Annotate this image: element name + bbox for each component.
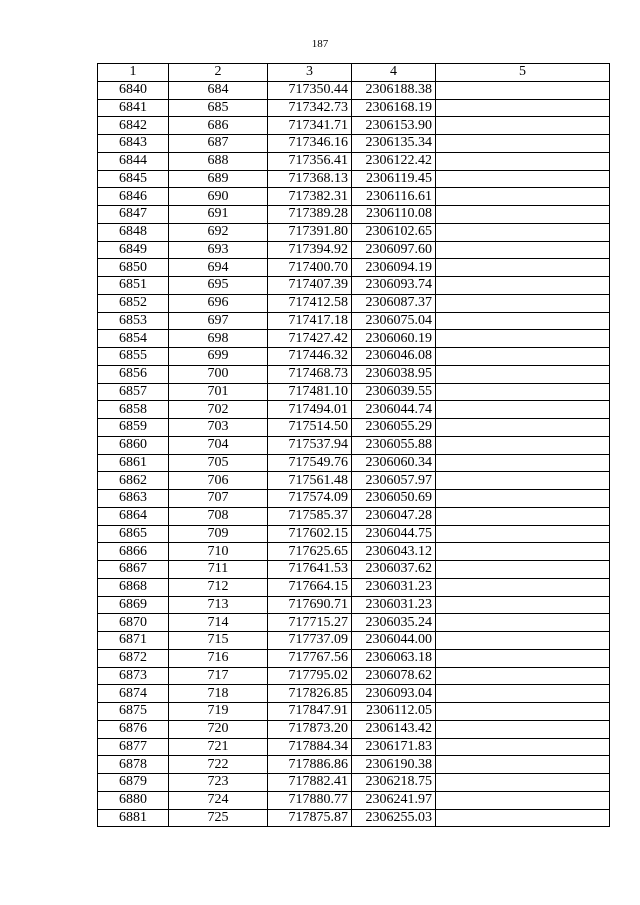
vertex-number-cell: 725 [169,809,268,827]
note-cell [436,117,610,135]
table-row [98,152,610,170]
table-row [98,667,610,685]
table-body [98,81,610,827]
y-coordinate-cell: 2306116.61 [352,188,436,206]
x-coordinate-cell: 717394.92 [268,241,352,259]
point-number-cell: 6870 [98,614,169,632]
x-coordinate-cell: 717715.27 [268,614,352,632]
x-coordinate-cell: 717537.94 [268,436,352,454]
table-row [98,596,610,614]
y-coordinate-cell: 2306039.55 [352,383,436,401]
note-cell [436,383,610,401]
table-row [98,454,610,472]
note-cell [436,507,610,525]
table-row [98,312,610,330]
point-number-cell: 6863 [98,490,169,508]
point-number-cell: 6881 [98,809,169,827]
point-number-cell: 6869 [98,596,169,614]
y-coordinate-cell: 2306143.42 [352,720,436,738]
note-cell [436,135,610,153]
y-coordinate-cell: 2306031.23 [352,578,436,596]
point-number-cell: 6877 [98,738,169,756]
note-cell [436,738,610,756]
point-number-cell: 6880 [98,791,169,809]
x-coordinate-cell: 717412.58 [268,294,352,312]
vertex-number-cell: 700 [169,365,268,383]
table-row [98,330,610,348]
point-number-cell: 6847 [98,206,169,224]
y-coordinate-cell: 2306075.04 [352,312,436,330]
table-row [98,223,610,241]
point-number-cell: 6851 [98,277,169,295]
column-header-5: 5 [436,64,610,82]
vertex-number-cell: 701 [169,383,268,401]
table-row [98,720,610,738]
x-coordinate-cell: 717356.41 [268,152,352,170]
x-coordinate-cell: 717427.42 [268,330,352,348]
y-coordinate-cell: 2306119.45 [352,170,436,188]
y-coordinate-cell: 2306087.37 [352,294,436,312]
x-coordinate-cell: 717400.70 [268,259,352,277]
table-row [98,614,610,632]
vertex-number-cell: 723 [169,774,268,792]
y-coordinate-cell: 2306168.19 [352,99,436,117]
table-row [98,756,610,774]
x-coordinate-cell: 717847.91 [268,703,352,721]
x-coordinate-cell: 717737.09 [268,632,352,650]
vertex-number-cell: 696 [169,294,268,312]
vertex-number-cell: 685 [169,99,268,117]
point-number-cell: 6858 [98,401,169,419]
table-row [98,188,610,206]
x-coordinate-cell: 717549.76 [268,454,352,472]
point-number-cell: 6850 [98,259,169,277]
note-cell [436,632,610,650]
point-number-cell: 6855 [98,348,169,366]
table-row [98,170,610,188]
point-number-cell: 6868 [98,578,169,596]
y-coordinate-cell: 2306046.08 [352,348,436,366]
y-coordinate-cell: 2306038.95 [352,365,436,383]
point-number-cell: 6840 [98,81,169,99]
note-cell [436,348,610,366]
point-number-cell: 6854 [98,330,169,348]
table-row [98,791,610,809]
x-coordinate-cell: 717884.34 [268,738,352,756]
point-number-cell: 6859 [98,419,169,437]
point-number-cell: 6872 [98,649,169,667]
table-row [98,277,610,295]
point-number-cell: 6865 [98,525,169,543]
y-coordinate-cell: 2306055.29 [352,419,436,437]
note-cell [436,241,610,259]
note-cell [436,170,610,188]
vertex-number-cell: 715 [169,632,268,650]
note-cell [436,809,610,827]
table-row [98,774,610,792]
table-row [98,703,610,721]
column-header-2: 2 [169,64,268,82]
x-coordinate-cell: 717342.73 [268,99,352,117]
vertex-number-cell: 692 [169,223,268,241]
note-cell [436,152,610,170]
table-row [98,419,610,437]
point-number-cell: 6845 [98,170,169,188]
x-coordinate-cell: 717346.16 [268,135,352,153]
vertex-number-cell: 708 [169,507,268,525]
x-coordinate-cell: 717417.18 [268,312,352,330]
vertex-number-cell: 691 [169,206,268,224]
note-cell [436,561,610,579]
vertex-number-cell: 695 [169,277,268,295]
point-number-cell: 6862 [98,472,169,490]
note-cell [436,667,610,685]
y-coordinate-cell: 2306093.74 [352,277,436,295]
point-number-cell: 6873 [98,667,169,685]
vertex-number-cell: 694 [169,259,268,277]
point-number-cell: 6860 [98,436,169,454]
vertex-number-cell: 687 [169,135,268,153]
y-coordinate-cell: 2306218.75 [352,774,436,792]
y-coordinate-cell: 2306060.34 [352,454,436,472]
y-coordinate-cell: 2306047.28 [352,507,436,525]
note-cell [436,774,610,792]
vertex-number-cell: 713 [169,596,268,614]
vertex-number-cell: 717 [169,667,268,685]
x-coordinate-cell: 717514.50 [268,419,352,437]
vertex-number-cell: 714 [169,614,268,632]
x-coordinate-cell: 717795.02 [268,667,352,685]
table-row [98,543,610,561]
y-coordinate-cell: 2306043.12 [352,543,436,561]
x-coordinate-cell: 717561.48 [268,472,352,490]
y-coordinate-cell: 2306102.65 [352,223,436,241]
note-cell [436,578,610,596]
y-coordinate-cell: 2306122.42 [352,152,436,170]
point-number-cell: 6878 [98,756,169,774]
point-number-cell: 6841 [98,99,169,117]
table-row [98,365,610,383]
note-cell [436,685,610,703]
note-cell [436,81,610,99]
table-row [98,685,610,703]
page-number: 187 [311,38,329,50]
y-coordinate-cell: 2306153.90 [352,117,436,135]
note-cell [436,490,610,508]
table-row [98,649,610,667]
table-row [98,472,610,490]
point-number-cell: 6856 [98,365,169,383]
y-coordinate-cell: 2306135.34 [352,135,436,153]
vertex-number-cell: 712 [169,578,268,596]
point-number-cell: 6857 [98,383,169,401]
x-coordinate-cell: 717389.28 [268,206,352,224]
x-coordinate-cell: 717880.77 [268,791,352,809]
table-header-row [98,64,610,82]
point-number-cell: 6871 [98,632,169,650]
point-number-cell: 6866 [98,543,169,561]
y-coordinate-cell: 2306188.38 [352,81,436,99]
note-cell [436,454,610,472]
point-number-cell: 6861 [98,454,169,472]
column-header-4: 4 [352,64,436,82]
y-coordinate-cell: 2306112.05 [352,703,436,721]
note-cell [436,206,610,224]
table-row [98,632,610,650]
note-cell [436,543,610,561]
vertex-number-cell: 707 [169,490,268,508]
note-cell [436,223,610,241]
x-coordinate-cell: 717873.20 [268,720,352,738]
vertex-number-cell: 688 [169,152,268,170]
table-row [98,561,610,579]
x-coordinate-cell: 717886.86 [268,756,352,774]
vertex-number-cell: 704 [169,436,268,454]
vertex-number-cell: 711 [169,561,268,579]
y-coordinate-cell: 2306037.62 [352,561,436,579]
table-row [98,738,610,756]
vertex-number-cell: 709 [169,525,268,543]
table-row [98,490,610,508]
y-coordinate-cell: 2306044.00 [352,632,436,650]
point-number-cell: 6867 [98,561,169,579]
x-coordinate-cell: 717350.44 [268,81,352,99]
table-row [98,578,610,596]
y-coordinate-cell: 2306171.83 [352,738,436,756]
column-header-1: 1 [98,64,169,82]
note-cell [436,436,610,454]
table-row [98,436,610,454]
table-row [98,135,610,153]
y-coordinate-cell: 2306094.19 [352,259,436,277]
x-coordinate-cell: 717664.15 [268,578,352,596]
x-coordinate-cell: 717602.15 [268,525,352,543]
y-coordinate-cell: 2306241.97 [352,791,436,809]
table-row [98,259,610,277]
x-coordinate-cell: 717391.80 [268,223,352,241]
note-cell [436,649,610,667]
point-number-cell: 6849 [98,241,169,259]
y-coordinate-cell: 2306044.74 [352,401,436,419]
x-coordinate-cell: 717446.32 [268,348,352,366]
y-coordinate-cell: 2306035.24 [352,614,436,632]
note-cell [436,312,610,330]
note-cell [436,401,610,419]
vertex-number-cell: 693 [169,241,268,259]
coordinates-table [97,63,610,827]
y-coordinate-cell: 2306078.62 [352,667,436,685]
point-number-cell: 6843 [98,135,169,153]
point-number-cell: 6876 [98,720,169,738]
vertex-number-cell: 699 [169,348,268,366]
note-cell [436,188,610,206]
table-row [98,81,610,99]
vertex-number-cell: 716 [169,649,268,667]
vertex-number-cell: 697 [169,312,268,330]
x-coordinate-cell: 717875.87 [268,809,352,827]
vertex-number-cell: 702 [169,401,268,419]
x-coordinate-cell: 717341.71 [268,117,352,135]
note-cell [436,259,610,277]
table-header [98,64,610,82]
point-number-cell: 6874 [98,685,169,703]
table-row [98,241,610,259]
note-cell [436,614,610,632]
note-cell [436,703,610,721]
x-coordinate-cell: 717826.85 [268,685,352,703]
vertex-number-cell: 710 [169,543,268,561]
note-cell [436,330,610,348]
x-coordinate-cell: 717882.41 [268,774,352,792]
point-number-cell: 6864 [98,507,169,525]
note-cell [436,525,610,543]
table-row [98,206,610,224]
y-coordinate-cell: 2306057.97 [352,472,436,490]
y-coordinate-cell: 2306060.19 [352,330,436,348]
x-coordinate-cell: 717382.31 [268,188,352,206]
y-coordinate-cell: 2306050.69 [352,490,436,508]
note-cell [436,791,610,809]
y-coordinate-cell: 2306063.18 [352,649,436,667]
x-coordinate-cell: 717574.09 [268,490,352,508]
vertex-number-cell: 719 [169,703,268,721]
point-number-cell: 6875 [98,703,169,721]
vertex-number-cell: 703 [169,419,268,437]
y-coordinate-cell: 2306097.60 [352,241,436,259]
vertex-number-cell: 690 [169,188,268,206]
note-cell [436,472,610,490]
table-row [98,809,610,827]
vertex-number-cell: 724 [169,791,268,809]
point-number-cell: 6879 [98,774,169,792]
vertex-number-cell: 718 [169,685,268,703]
vertex-number-cell: 684 [169,81,268,99]
note-cell [436,720,610,738]
y-coordinate-cell: 2306110.08 [352,206,436,224]
y-coordinate-cell: 2306031.23 [352,596,436,614]
x-coordinate-cell: 717641.53 [268,561,352,579]
point-number-cell: 6842 [98,117,169,135]
vertex-number-cell: 720 [169,720,268,738]
vertex-number-cell: 686 [169,117,268,135]
column-header-3: 3 [268,64,352,82]
table-row [98,383,610,401]
x-coordinate-cell: 717625.65 [268,543,352,561]
point-number-cell: 6844 [98,152,169,170]
note-cell [436,294,610,312]
x-coordinate-cell: 717494.01 [268,401,352,419]
vertex-number-cell: 705 [169,454,268,472]
x-coordinate-cell: 717767.56 [268,649,352,667]
x-coordinate-cell: 717368.13 [268,170,352,188]
table-row [98,525,610,543]
table-row [98,117,610,135]
vertex-number-cell: 706 [169,472,268,490]
point-number-cell: 6852 [98,294,169,312]
y-coordinate-cell: 2306055.88 [352,436,436,454]
x-coordinate-cell: 717481.10 [268,383,352,401]
table-row [98,99,610,117]
vertex-number-cell: 722 [169,756,268,774]
y-coordinate-cell: 2306190.38 [352,756,436,774]
table-row [98,348,610,366]
y-coordinate-cell: 2306044.75 [352,525,436,543]
y-coordinate-cell: 2306255.03 [352,809,436,827]
note-cell [436,596,610,614]
note-cell [436,365,610,383]
x-coordinate-cell: 717407.39 [268,277,352,295]
x-coordinate-cell: 717585.37 [268,507,352,525]
note-cell [436,756,610,774]
vertex-number-cell: 698 [169,330,268,348]
x-coordinate-cell: 717468.73 [268,365,352,383]
vertex-number-cell: 721 [169,738,268,756]
note-cell [436,277,610,295]
table-row [98,294,610,312]
table-row [98,507,610,525]
x-coordinate-cell: 717690.71 [268,596,352,614]
y-coordinate-cell: 2306093.04 [352,685,436,703]
point-number-cell: 6846 [98,188,169,206]
table-row [98,401,610,419]
note-cell [436,419,610,437]
point-number-cell: 6848 [98,223,169,241]
vertex-number-cell: 689 [169,170,268,188]
point-number-cell: 6853 [98,312,169,330]
note-cell [436,99,610,117]
